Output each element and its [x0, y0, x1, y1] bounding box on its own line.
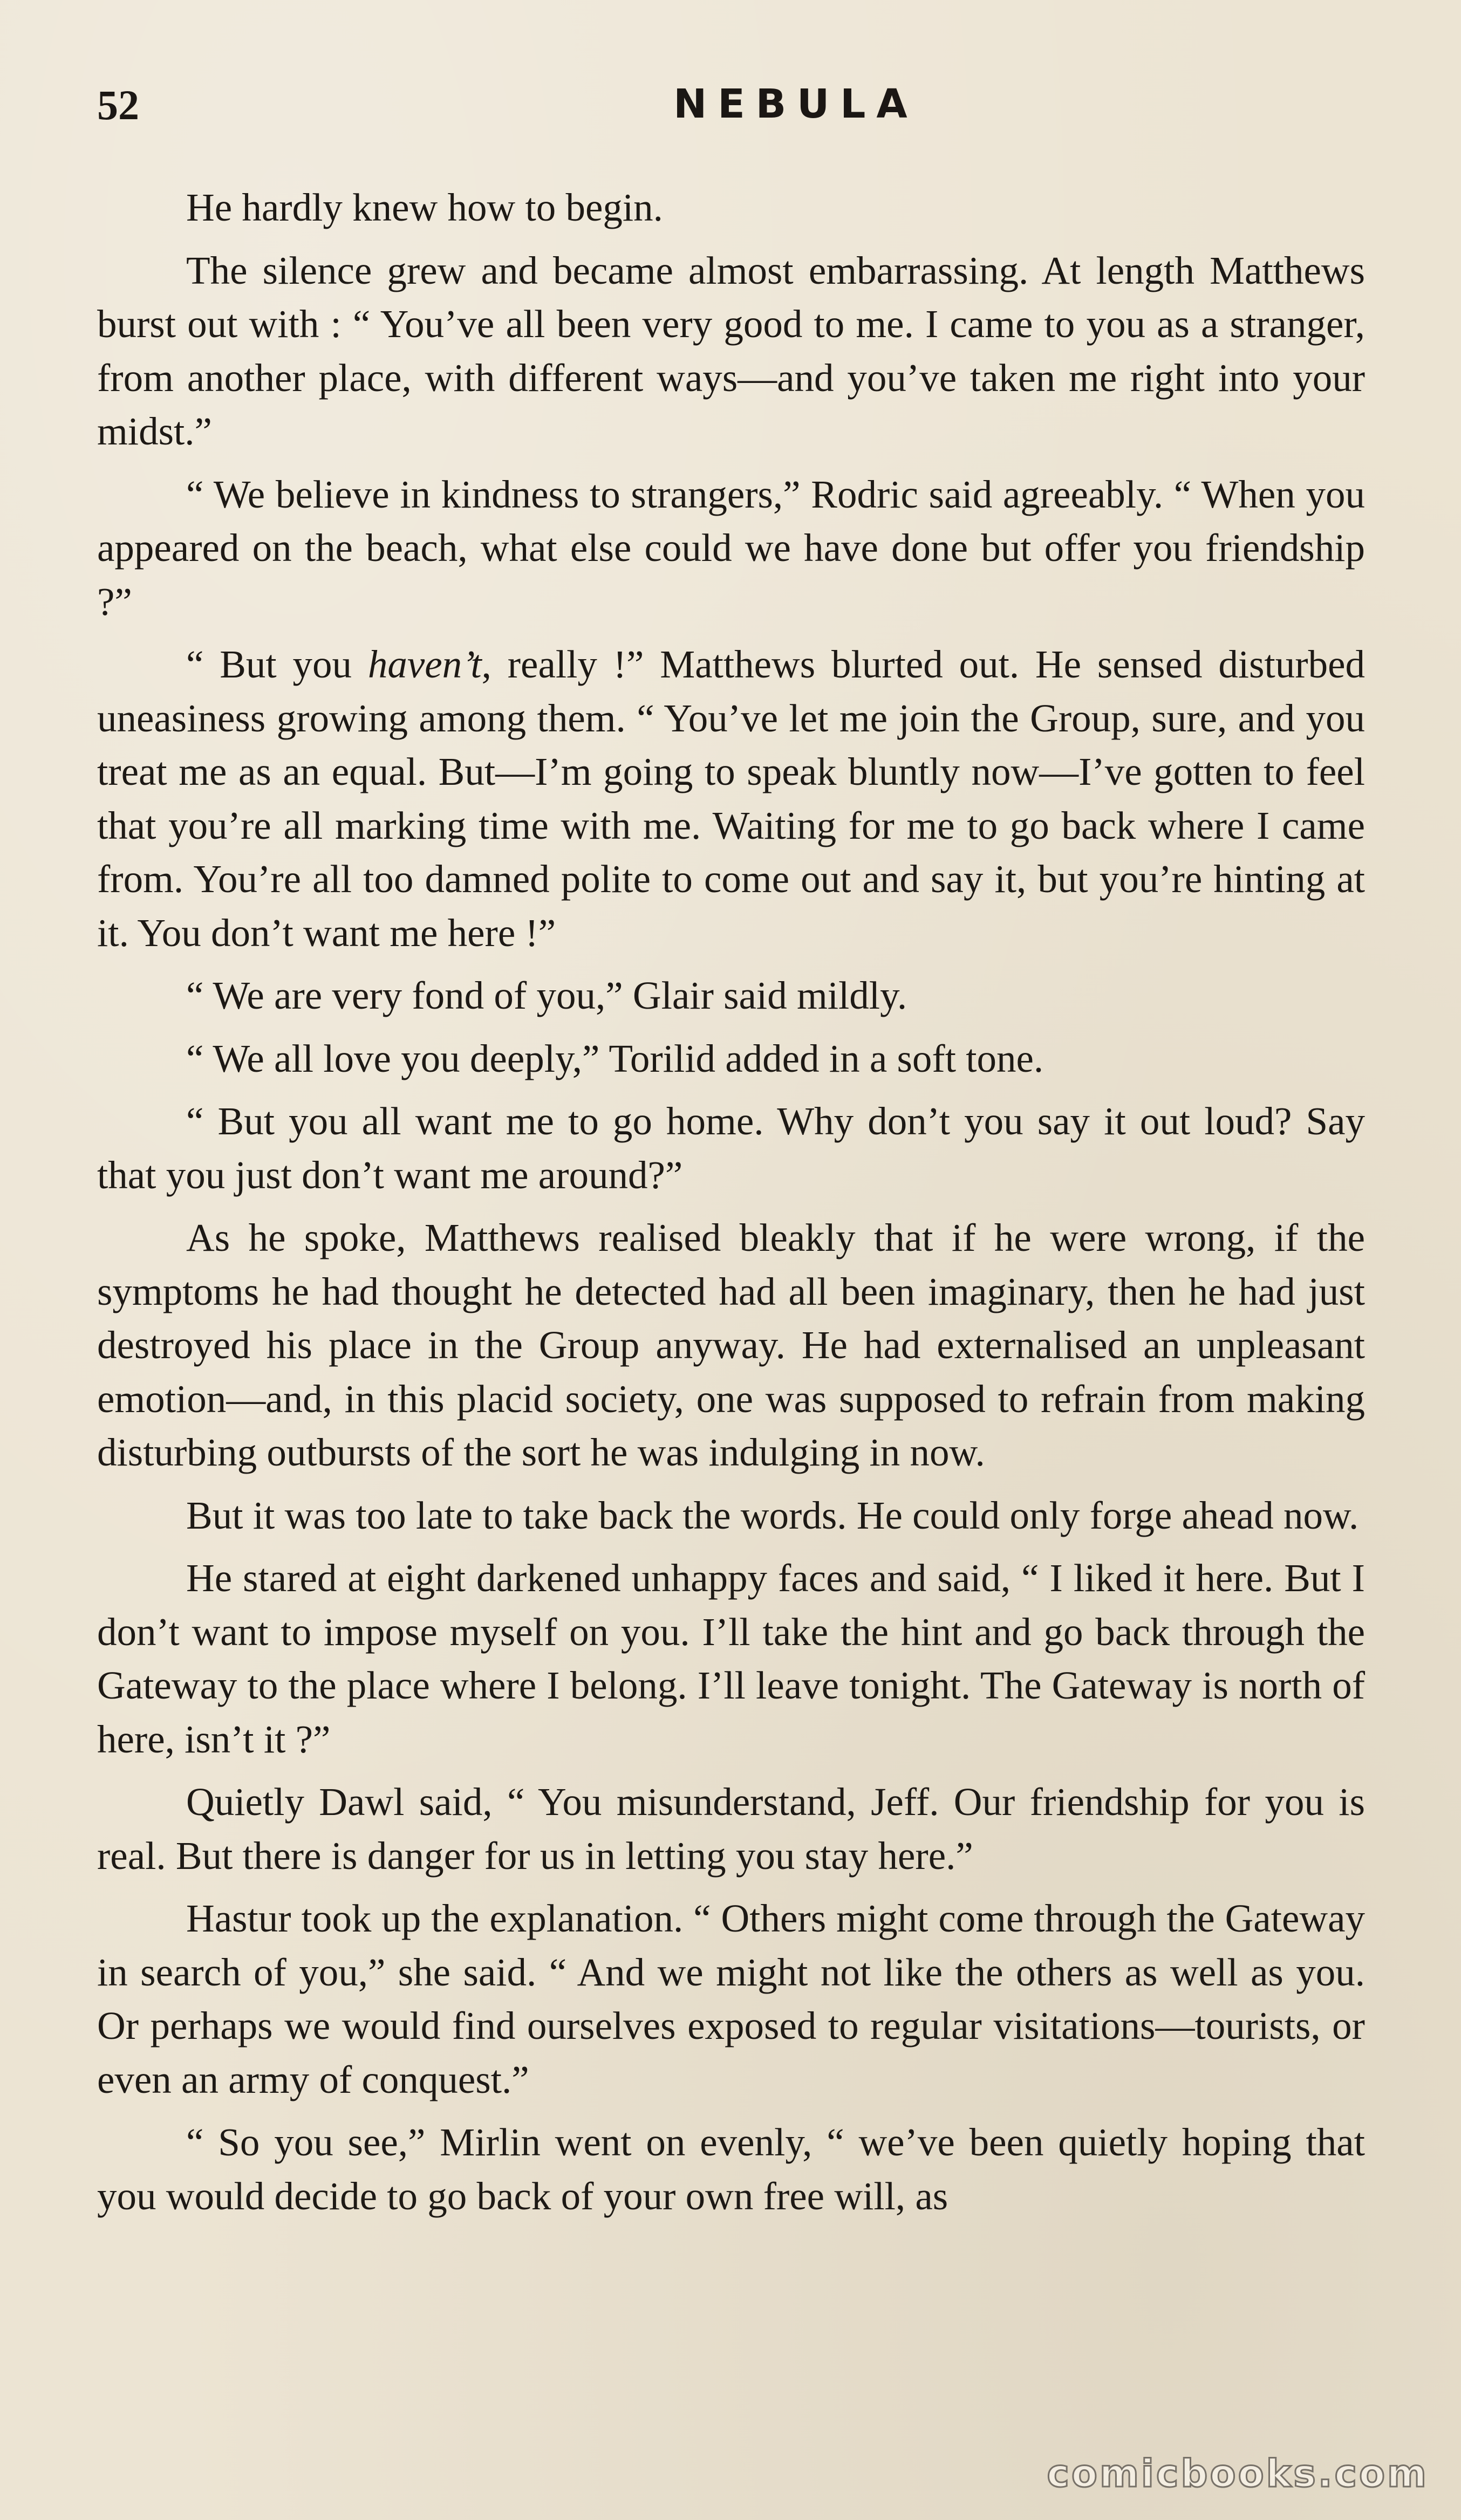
page-number: 52 — [97, 81, 139, 128]
paragraph-3: “ We believe in kindness to strangers,” Rodric said agreeably. “ When you appeared on the beach, what else could we have done but offer you friendship ?” — [97, 472, 1365, 624]
paragraph-6: “ We all love you deeply,” Torilid added in a soft tone. — [186, 1036, 1044, 1080]
emphasis: haven’t — [367, 642, 482, 686]
paragraph-8: As he spoke, Matthews realised bleakly that if he were wrong, if the symptoms he had thought he detected had all been imaginary, then he had just destroyed his place in the Group anyway. He had externalised an unpleasant emotion—and, in this placid society, one was supposed to refrain from making disturbing outbursts of the sort he was indulging in now. — [97, 1216, 1365, 1474]
paragraph-2: The silence grew and became almost embarrassing. At length Matthews burst out with : “ You’ve all been very good to me. I came to you as a stranger, from another place, with different ways—and you’ve taken me right into your midst.” — [97, 248, 1365, 453]
paragraph-1: He hardly knew how to begin. — [186, 186, 663, 229]
paragraph-9: But it was too late to take back the words. He could only forge ahead now. — [186, 1493, 1359, 1537]
watermark: comicbooks.com — [1047, 2451, 1429, 2496]
paragraph-7: “ But you all want me to go home. Why don’t you say it out loud? Say that you just don’t want me around?” — [97, 1099, 1365, 1197]
paragraph-11: Quietly Dawl said, “ You misunderstand, Jeff. Our friendship for you is real. But there is danger for us in letting you stay here.” — [97, 1780, 1365, 1878]
paragraph-12: Hastur took up the explanation. “ Others might come through the Gateway in search of you,” she said. “ And we might not like the others as well as you. Or perhaps we would find ourselves exposed to regular visitations—tourists, or even an army of conquest.” — [97, 1896, 1365, 2101]
running-title: NEBULA — [673, 81, 918, 127]
paragraph-13: “ So you see,” Mirlin went on evenly, “ we’ve been quietly hoping that you would decide to go back of your own free will, as — [97, 2120, 1365, 2218]
paragraph-4: “ But you haven’t, really !” Matthews blurted out. He sensed disturbed uneasiness growing among them. “ You’ve let me join the Group, sure, and you treat me as an equal. But—I’m going to speak bluntly now—I’ve gotten to feel that you’re all marking time with me. Waiting for me to go back where I came from. You’re all too damned polite to come out and say it, but you’re hinting at it. You don’t want me here !” — [97, 642, 1365, 955]
paragraph-5: “ We are very fond of you,” Glair said mildly. — [186, 974, 907, 1017]
page-header — [97, 81, 1365, 140]
paragraph-10: He stared at eight darkened unhappy faces and said, “ I liked it here. But I don’t want to impose myself on you. I’ll take the hint and go back through the Gateway to the place where I belong. I’ll leave tonight. The Gateway is north of here, isn’t it ?” — [97, 1556, 1365, 1761]
body-text — [97, 181, 1365, 2223]
